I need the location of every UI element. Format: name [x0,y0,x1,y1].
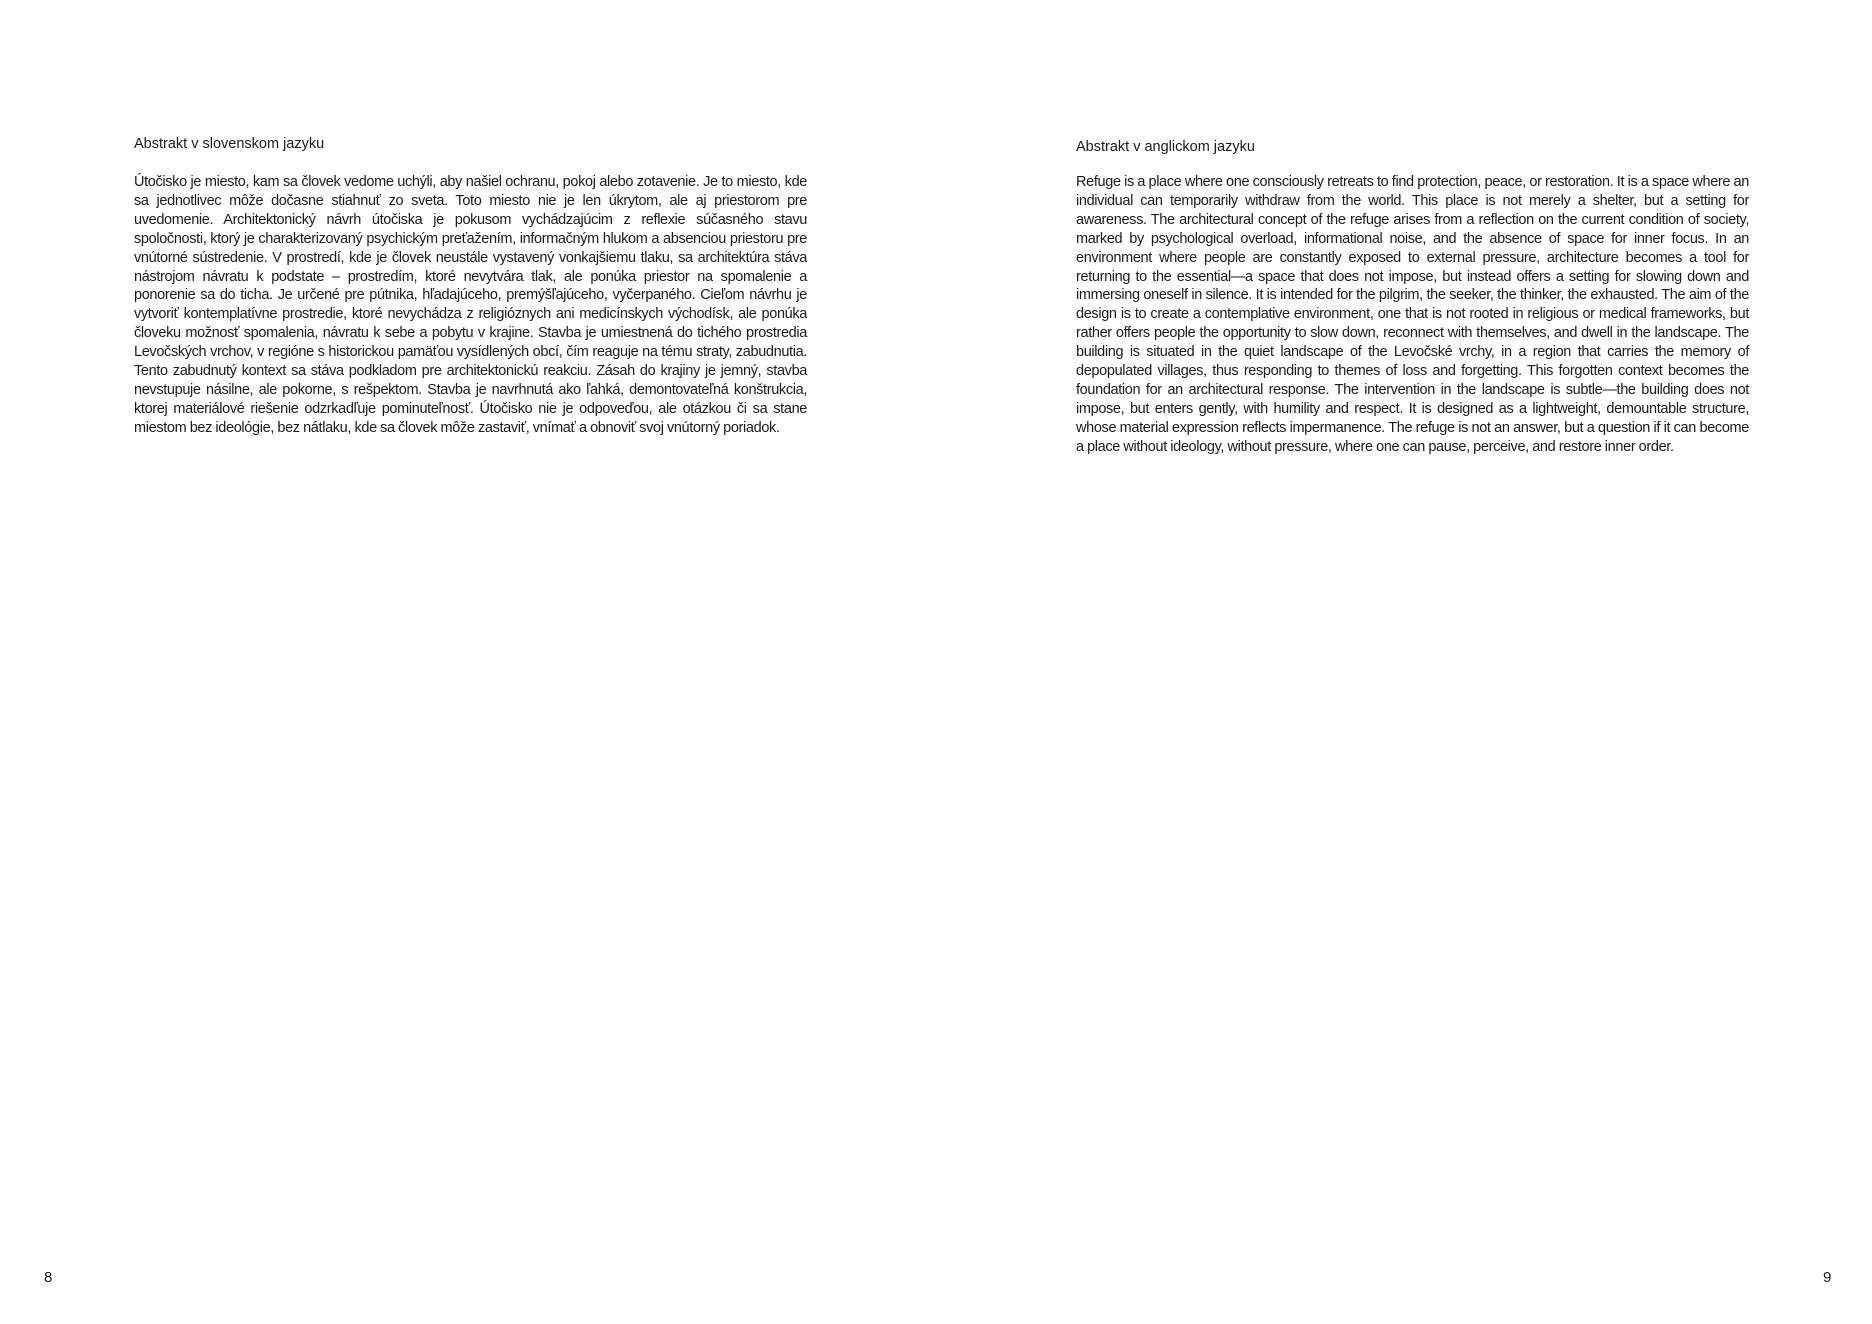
english-abstract-text: Refuge is a place where one consciously retreats to find protection, peace, or restoration. It is a space where an individual can temporarily withdraw from the world. This place is not merely a shelter, but a setting for awareness. The architectural concept of the refuge arises from a reflection on the current condition of society, marked by psychological overload, informational noise, and the absence of space for inner focus. In an environment where people are constantly exposed to external pressure, architecture becomes a tool for returning to the essential—a space that does not impose, but instead offers a setting for slowing down and immersing oneself in silence. It is intended for the pilgrim, the seeker, the thinker, the exhausted. The aim of the design is to create a contemplative environment, one that is not rooted in religious or medical frameworks, but rather offers people the opportunity to slow down, reconnect with themselves, and dwell in the landscape. The building is situated in the quiet landscape of the Levočské vrchy, in a region that carries the memory of depopulated villages, thus responding to themes of loss and forgetting. This forgotten context becomes the foundation for an architectural response. The intervention in the landscape is subtle—the building does not impose, but enters gently, with humility and respect. It is designed as a lightweight, demountable structure, whose material expression reflects impermanence. The refuge is not an answer, but a question if it can become a place without ideology, without pressure, where one can pause, perceive, and restore inner order. [1076,174,1749,455]
slovak-abstract-text: Útočisko je miesto, kam sa človek vedome uchýli, aby našiel ochranu, pokoj alebo zotavenie. Je to miesto, kde sa jednotlivec môže dočasne stiahnuť zo sveta. Toto miesto nie je len úkrytom, ale aj priestorom pre uvedomenie. Architektonický návrh útočiska je pokusom vychádzajúcim z reflexie súčasného stavu spoločnosti, ktorý je charakterizovaný psychickým preťažením, informačným hlukom a absenciou priestoru pre vnútorné sústredenie. V prostredí, kde je človek neustále vystavený vonkajšiemu tlaku, sa architektúra stáva nástrojom návratu k podstate – prostredím, ktoré nevytvára tlak, ale ponúka priestor na spomalenie a ponorenie sa do ticha. Je určené pre pútnika, hľadajúceho, premýšľajúceho, vyčerpaného. Cieľom návrhu je vytvoriť kontemplatívne prostredie, ktoré nevychádza z religióznych ani medicínskych východísk, ale ponúka človeku možnosť spomalenia, návratu k sebe a pobytu v krajine. Stavba je umiestnená do tichého prostredia Levočských vrchov, v regióne s historickou pamäťou vysídlených obcí, čím reaguje na tému straty, zabudnutia. Tento zabudnutý kontext sa stáva podkladom pre architektonickú reakciu. Zásah do krajiny je jemný, stavba nevstupuje násilne, ale pokorne, s rešpektom. Stavba je navrhnutá ako ľahká, demontovateľná konštrukcia, ktorej materiálové riešenie odzrkadľuje pominuteľnosť. Útočisko nie je odpoveďou, ale otázkou či sa stane miestom bez ideológie, bez nátlaku, kde sa človek môže zastaviť, vnímať a obnoviť svoj vnútorný poriadok. [134,174,807,436]
page-number-left: 8 [44,1269,53,1286]
slovak-abstract-heading: Abstrakt v slovenskom jazyku [134,136,325,152]
page-number-right: 9 [1823,1269,1832,1286]
english-abstract-heading: Abstrakt v anglickom jazyku [1076,139,1255,155]
right-page [936,0,1872,1324]
